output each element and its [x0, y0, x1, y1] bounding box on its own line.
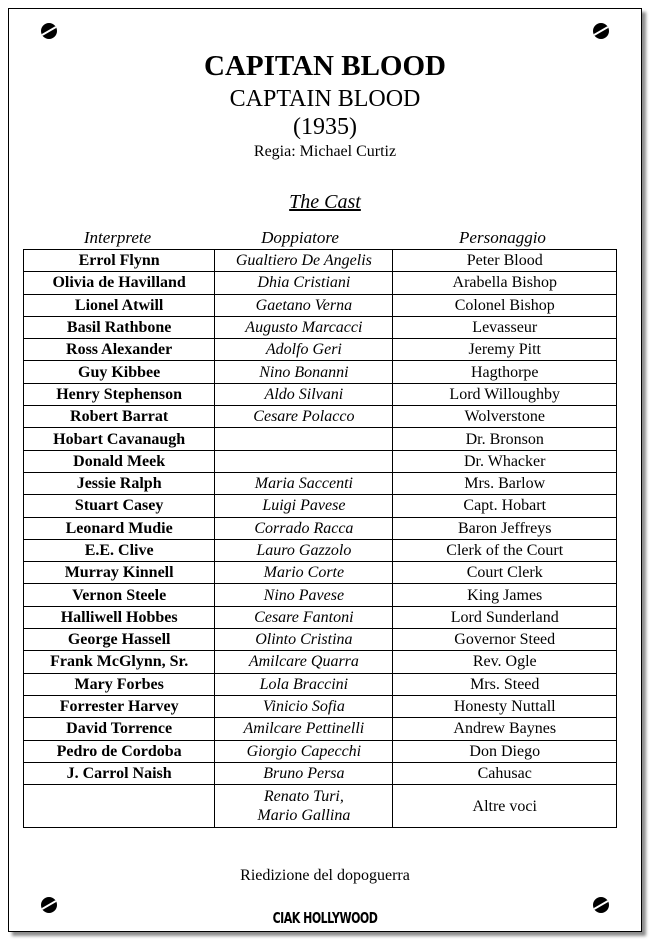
dubber-cell: Maria Saccenti [215, 472, 393, 494]
role-cell: Dr. Whacker [393, 450, 617, 472]
actor-cell: Basil Rathbone [24, 316, 215, 338]
actor-cell: Frank McGlynn, Sr. [24, 651, 215, 673]
table-row [24, 316, 617, 338]
role-cell: Court Clerk [393, 562, 617, 584]
actor-cell: Stuart Casey [24, 495, 215, 517]
actor-cell: David Torrence [24, 718, 215, 740]
actor-cell [24, 785, 215, 828]
dubber-cell: Lauro Gazzolo [215, 539, 393, 561]
table-row [24, 740, 617, 762]
role-cell: Dr. Bronson [393, 428, 617, 450]
role-cell: Honesty Nuttall [393, 695, 617, 717]
dubber-cell: Amilcare Quarra [215, 651, 393, 673]
role-cell: Altre voci [393, 785, 617, 828]
actor-cell: Halliwell Hobbes [24, 606, 215, 628]
actor-cell: Lionel Atwill [24, 294, 215, 316]
dubber-cell: Nino Pavese [215, 584, 393, 606]
dubber-cell: Dhia Cristiani [215, 272, 393, 294]
actor-cell: Robert Barrat [24, 406, 215, 428]
actor-cell: Donald Meek [24, 450, 215, 472]
dubber-cell: Lola Braccini [215, 673, 393, 695]
dubber-cell: Amilcare Pettinelli [215, 718, 393, 740]
dubber-cell: Adolfo Geri [215, 339, 393, 361]
cast-table-body [24, 250, 617, 828]
table-row [24, 272, 617, 294]
role-cell: Hagthorpe [393, 361, 617, 383]
actor-cell: George Hassell [24, 629, 215, 651]
role-cell: Lord Sunderland [393, 606, 617, 628]
actor-cell: Jessie Ralph [24, 472, 215, 494]
role-cell: Levasseur [393, 316, 617, 338]
actor-cell: Errol Flynn [24, 250, 215, 272]
dubber-cell: Cesare Polacco [215, 406, 393, 428]
actor-cell: Mary Forbes [24, 673, 215, 695]
role-cell: Mrs. Barlow [393, 472, 617, 494]
column-header-dubber: Doppiatore [261, 228, 339, 247]
column-header-role: Personaggio [459, 228, 546, 247]
column-header-actor: Interprete [83, 228, 152, 247]
actor-cell: Murray Kinnell [24, 562, 215, 584]
role-cell: Jeremy Pitt [393, 339, 617, 361]
role-cell: Arabella Bishop [393, 272, 617, 294]
dubber-name: Renato Turi, [263, 788, 344, 806]
actor-cell: Henry Stephenson [24, 383, 215, 405]
table-row [24, 762, 617, 784]
dubber-cell: Olinto Cristina [215, 629, 393, 651]
table-row [24, 495, 617, 517]
dubber-cell: Giorgio Capecchi [215, 740, 393, 762]
actor-cell: Hobart Cavanaugh [24, 428, 215, 450]
actor-cell: Forrester Harvey [24, 695, 215, 717]
dubber-name: Mario Gallina [257, 807, 351, 825]
role-cell: Mrs. Steed [393, 673, 617, 695]
dubber-cell [215, 785, 393, 828]
table-row [24, 584, 617, 606]
table-row [24, 785, 617, 828]
table-row [24, 472, 617, 494]
actor-cell: Guy Kibbee [24, 361, 215, 383]
dubber-cell: Nino Bonanni [215, 361, 393, 383]
table-row [24, 250, 617, 272]
role-cell: Cahusac [393, 762, 617, 784]
table-row [24, 450, 617, 472]
table-row [24, 629, 617, 651]
role-cell: Baron Jeffreys [393, 517, 617, 539]
table-row [24, 673, 617, 695]
table-row [24, 383, 617, 405]
title-italian: CAPITAN BLOOD [204, 50, 446, 82]
title-english: CAPTAIN BLOOD [229, 86, 421, 112]
role-cell: Clerk of the Court [393, 539, 617, 561]
dubber-cell: Bruno Persa [215, 762, 393, 784]
actor-cell: Leonard Mudie [24, 517, 215, 539]
dubber-cell: Aldo Silvani [215, 383, 393, 405]
dubber-cell: Gaetano Verna [215, 294, 393, 316]
punch-hole-icon [593, 23, 609, 39]
role-cell: Colonel Bishop [393, 294, 617, 316]
table-row [24, 406, 617, 428]
role-cell: Governor Steed [393, 629, 617, 651]
dubber-cell: Gualtiero De Angelis [215, 250, 393, 272]
table-row [24, 606, 617, 628]
role-cell: Andrew Baynes [393, 718, 617, 740]
table-row [24, 651, 617, 673]
role-cell: Peter Blood [393, 250, 617, 272]
dubber-cell: Mario Corte [215, 562, 393, 584]
edition-note: Riedizione del dopoguerra [240, 867, 410, 884]
role-cell: King James [393, 584, 617, 606]
role-cell: Capt. Hobart [393, 495, 617, 517]
cast-table [23, 249, 617, 828]
dubber-cell: Luigi Pavese [215, 495, 393, 517]
dubber-cell [215, 450, 393, 472]
role-cell: Don Diego [393, 740, 617, 762]
actor-cell: Olivia de Havilland [24, 272, 215, 294]
dubber-cell: Vinicio Sofia [215, 695, 393, 717]
role-cell: Lord Willoughby [393, 383, 617, 405]
table-row [24, 339, 617, 361]
table-row [24, 428, 617, 450]
dubber-cell: Augusto Marcacci [215, 316, 393, 338]
cast-card [8, 8, 642, 932]
dubber-cell [215, 428, 393, 450]
table-row [24, 562, 617, 584]
cast-heading: The Cast [289, 191, 361, 213]
actor-cell: Pedro de Cordoba [24, 740, 215, 762]
table-row [24, 539, 617, 561]
ciak-hollywood-logo: CIAK HOLLYWOOD [272, 909, 378, 928]
actor-cell: J. Carrol Naish [24, 762, 215, 784]
actor-cell: Vernon Steele [24, 584, 215, 606]
table-row [24, 517, 617, 539]
actor-cell: E.E. Clive [24, 539, 215, 561]
role-cell: Rev. Ogle [393, 651, 617, 673]
punch-hole-icon [41, 23, 57, 39]
director-credit: Regia: Michael Curtiz [253, 143, 397, 160]
table-row [24, 695, 617, 717]
dubber-cell: Corrado Racca [215, 517, 393, 539]
actor-cell: Ross Alexander [24, 339, 215, 361]
table-row [24, 361, 617, 383]
table-row [24, 294, 617, 316]
release-year: (1935) [293, 114, 357, 140]
table-row [24, 718, 617, 740]
dubber-cell: Cesare Fantoni [215, 606, 393, 628]
role-cell: Wolverstone [393, 406, 617, 428]
